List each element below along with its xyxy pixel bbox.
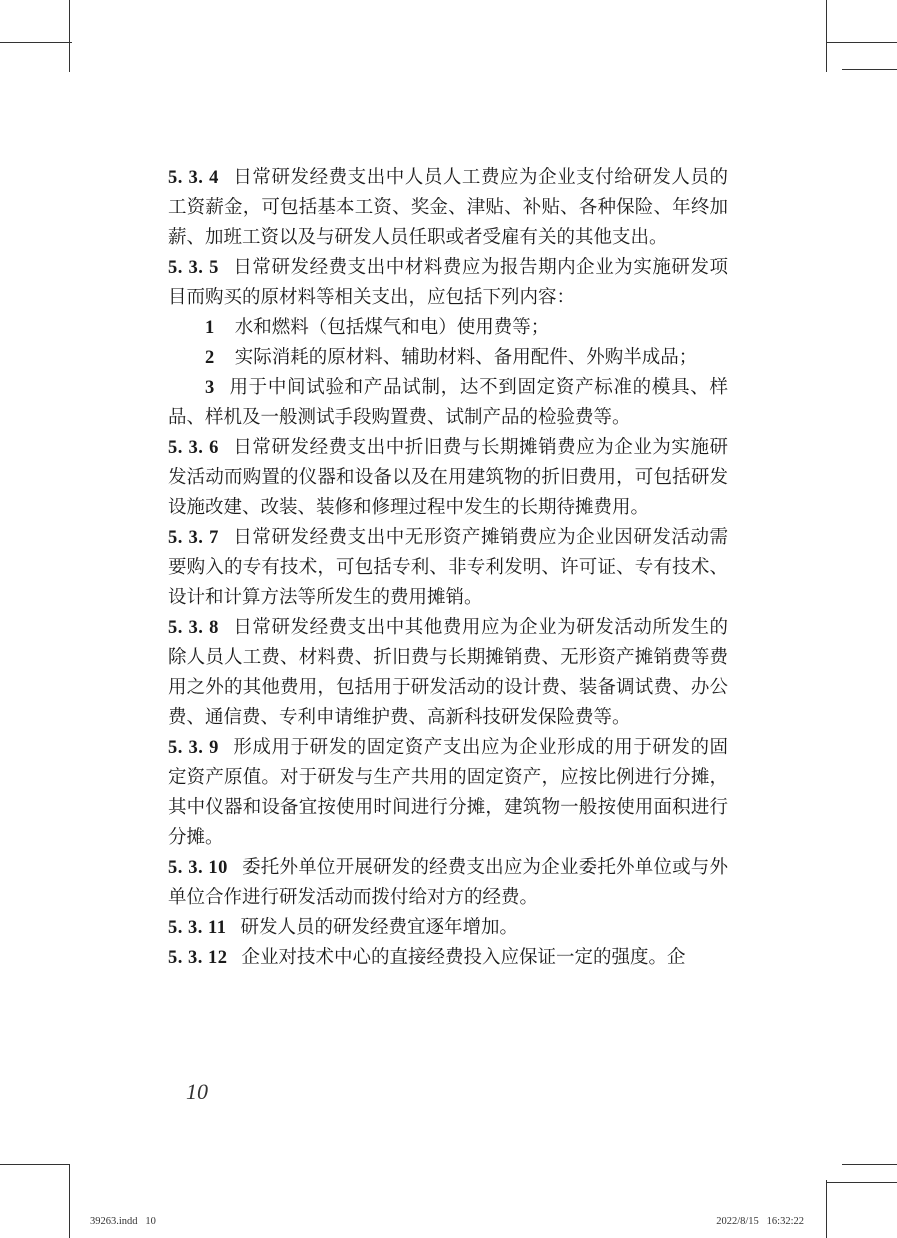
clause-number: 5. 3. 11 — [168, 918, 227, 938]
clause-5-3-10 — [168, 853, 728, 913]
clause-text: 委托外单位开展研发的经费支出应为企业委托外单位或与外单位合作进行研发活动而拨付给对方的经费。 — [168, 857, 729, 908]
clause-number: 5. 3. 12 — [168, 948, 228, 968]
clause-number: 5. 3. 4 — [168, 168, 219, 188]
slug-file-info: 39263.indd 10 — [90, 1216, 156, 1227]
clause-5-3-6 — [168, 433, 728, 523]
clause-number: 5. 3. 5 — [168, 258, 219, 278]
list-item-1 — [168, 313, 728, 343]
clause-text: 日常研发经费支出中材料费应为报告期内企业为实施研发项目而购买的原材料等相关支出，应包括下列内容： — [168, 257, 728, 308]
clause-text: 日常研发经费支出中其他费用应为企业为研发活动所发生的除人员人工费、材料费、折旧费与长期摊销费、无形资产摊销费等费用之外的其他费用，包括用于研发活动的设计费、装备调试费、办公费、通信费、专利申请维护费、高新科技研发保险费等。 — [168, 617, 728, 728]
clause-5-3-5 — [168, 253, 728, 313]
crop-mark-top-left-v — [69, 0, 70, 72]
item-number: 1 — [205, 318, 215, 338]
slug-timestamp: 2022/8/15 16:32:22 — [716, 1216, 804, 1227]
clause-number: 5. 3. 7 — [168, 528, 219, 548]
clause-number: 5. 3. 10 — [168, 858, 228, 878]
page-number: 10 — [186, 1079, 208, 1104]
item-text: 水和燃料（包括煤气和电）使用费等； — [234, 317, 550, 338]
item-number: 3 — [205, 378, 215, 398]
body-text — [168, 163, 728, 973]
clause-text: 企业对技术中心的直接经费投入应保证一定的强度。企 — [241, 947, 686, 968]
crop-mark-bottom-left-v — [69, 1164, 70, 1238]
crop-mark-top-right-h2 — [842, 69, 897, 70]
crop-mark-bottom-right-h2 — [826, 1182, 897, 1183]
crop-mark-top-right-h — [826, 42, 897, 43]
clause-5-3-12 — [168, 943, 728, 973]
crop-mark-top-left-h — [0, 42, 72, 43]
crop-mark-bottom-right-v — [826, 1180, 827, 1238]
clause-number: 5. 3. 8 — [168, 618, 219, 638]
crop-mark-bottom-left-h — [0, 1164, 69, 1165]
crop-mark-top-right-v — [826, 0, 827, 72]
item-text: 用于中间试验和产品试制，达不到固定资产标准的模具、样品、样机及一般测试手段购置费、试制产品的检验费等。 — [168, 377, 728, 428]
clause-5-3-11 — [168, 913, 728, 943]
clause-text: 日常研发经费支出中人员人工费应为企业支付给研发人员的工资薪金，可包括基本工资、奖金、津贴、补贴、各种保险、年终加薪、加班工资以及与研发人员任职或者受雇有关的其他支出。 — [168, 167, 728, 248]
clause-text: 日常研发经费支出中无形资产摊销费应为企业因研发活动需要购入的专有技术，可包括专利、非专利发明、许可证、专有技术、设计和计算方法等所发生的费用摊销。 — [168, 527, 728, 608]
item-text: 实际消耗的原材料、辅助材料、备用配件、外购半成品； — [234, 347, 698, 368]
clause-5-3-7 — [168, 523, 728, 613]
clause-number: 5. 3. 6 — [168, 438, 219, 458]
clause-5-3-8 — [168, 613, 728, 733]
clause-number: 5. 3. 9 — [168, 738, 219, 758]
list-item-3 — [168, 373, 728, 433]
clause-text: 研发人员的研发经费宜逐年增加。 — [240, 917, 518, 938]
item-number: 2 — [205, 348, 215, 368]
clause-5-3-9 — [168, 733, 728, 853]
clause-5-3-4 — [168, 163, 728, 253]
clause-text: 形成用于研发的固定资产支出应为企业形成的用于研发的固定资产原值。对于研发与生产共用的固定资产，应按比例进行分摊，其中仪器和设备宜按使用时间进行分摊，建筑物一般按使用面积进行分摊。 — [168, 737, 728, 848]
crop-mark-bottom-right-h — [842, 1164, 897, 1165]
list-item-2 — [168, 343, 728, 373]
clause-text: 日常研发经费支出中折旧费与长期摊销费应为企业为实施研发活动而购置的仪器和设备以及在用建筑物的折旧费用，可包括研发设施改建、改装、装修和修理过程中发生的长期待摊费用。 — [168, 437, 728, 518]
